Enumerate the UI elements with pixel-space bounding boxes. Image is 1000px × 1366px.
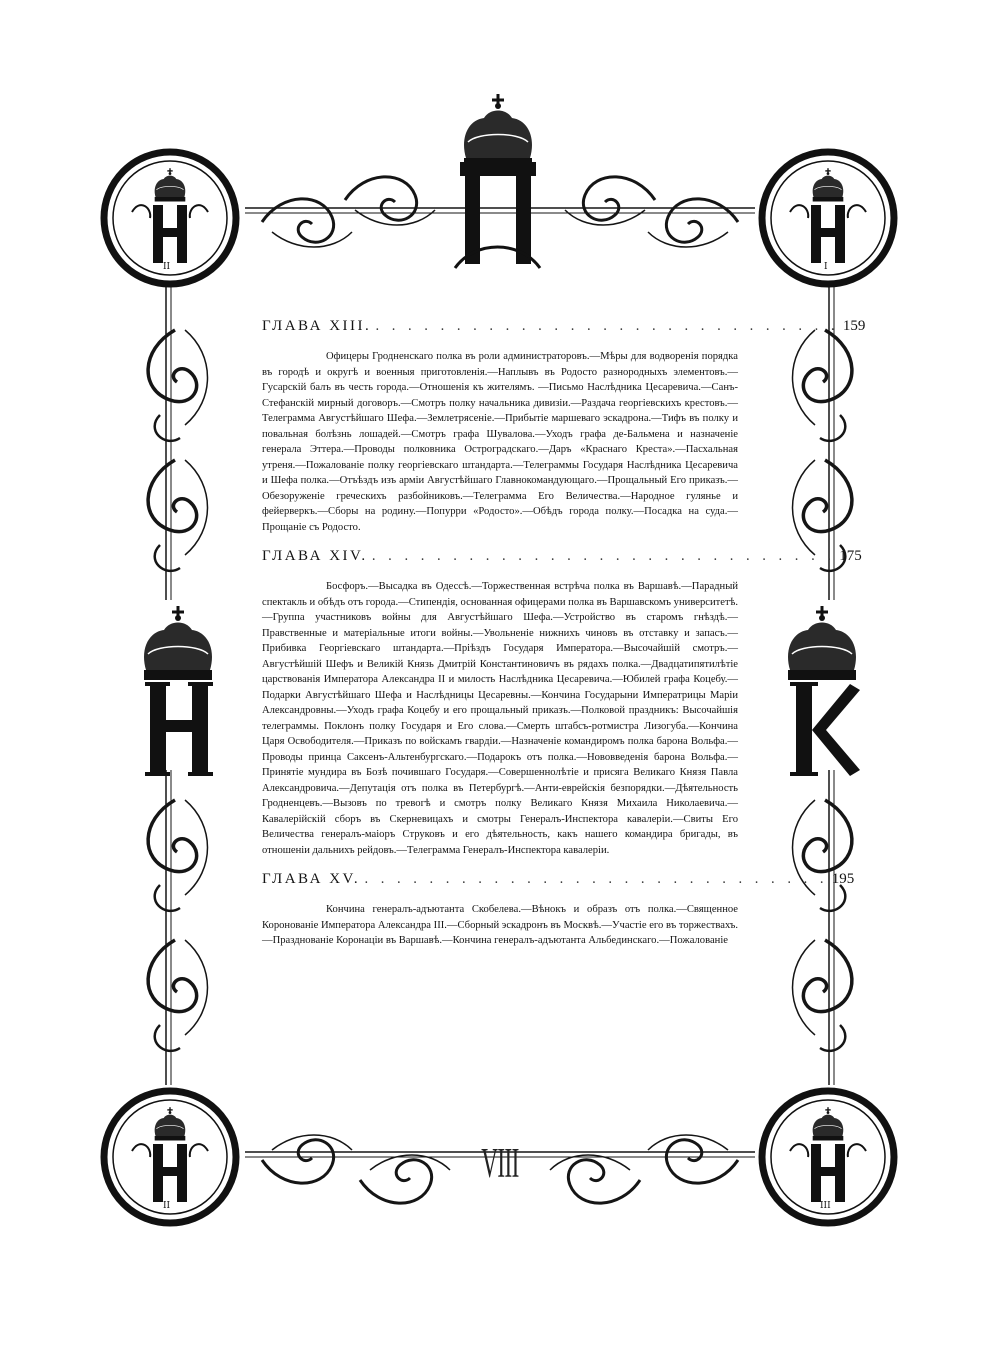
chapter-summary: Босфоръ.—Высадка въ Одессѣ.—Торжественная встрѣча полка въ Варшавѣ.—Парадный спектакль и обѣдъ отъ города.—Стипендія, основанная офицерами полка въ Варшавскомъ университетѣ.—Группа участниковъ войны для Августѣйшаго Шефа.—Устройство въ старомъ гнѣздѣ.—Правственные и матеріальные итоги войны.—Увольненіе нижнихъ чиновъ въ отставку и запасъ.—Прибивка Георгіевскаго штандарта.—Пріѣздъ Государя Императора.—Высочайшій смотръ.—Августѣйшій Шефъ и Великій Князь Дмитрій Константиновичъ въ рядахъ полка.—Двадцатипятилѣтіе царствованія Императора Александра II и милость Наслѣдника Цесаревича.—Юбилей графа Коцебу.—Подарки Августѣйшаго Шефа и Наслѣдницы Цесаревны.—Кончина Государыни Императрицы Маріи Александровны.—Уходъ графа Коцебу и его прощальный приказъ.—Полковой праздникъ: Высочайшія телеграммы. Поклонъ полку Государя и Его слова.—Смерть штабсъ-ротмистра Лизогуба.—Кончина Царя Освободителя.—Приказъ по войскамъ гвардіи.—Назначеніе командиромъ полка барона Вольфа.—Проводы принца Саксенъ-Альтенбургскаго.—Подарокъ отъ полка.—Нововведенія барона Вольфа.—Принятіе мундира въ Бозѣ почившаго Государя.—Совершеннолѣтіе и присяга Великаго Князя Павла Александровича.—Депутація отъ полка въ Петербургѣ.—Анти-еврейскія безпорядки.—Дѣятельность Гродненцевъ.—Вызовъ по тревогѣ и смотръ полку Великаго Князя Михаила Николаевича.—Кавалерійскій сборъ въ Скерневицахъ и смотры Генералъ-Инспектора кавалеріи.—Свиты Его Величества генералъ-маіоръ Струковъ и его дѣятельность, какъ нашего командира бригады, въ отношеніи дальнихъ рейдовъ.—Телеграмма Генералъ-Инспектора кавалеріи. [262, 581, 738, 856]
top-crown-icon [464, 94, 532, 168]
monogram-top-p [455, 162, 540, 268]
dot-leader: . . . . . . . . . . . . . . . . . . . . . . . . . . . . . [364, 872, 828, 887]
chapter-page-number: 159 [842, 318, 866, 334]
medallion-top-right [762, 152, 894, 284]
monogram-right-k [790, 684, 860, 776]
chapter-page-number: 195 [831, 871, 855, 887]
page-number: VIII [481, 1141, 519, 1187]
chapter-title: ГЛАВА XV. [262, 871, 361, 887]
chapter-heading-14 [262, 548, 862, 565]
corner-numeral-tr: I [824, 262, 828, 272]
left-crown-icon [144, 606, 212, 680]
corner-numeral-tl: II [163, 262, 171, 272]
chapter-title: ГЛАВА XIII. [262, 318, 372, 334]
top-scrolls [262, 177, 738, 247]
chapter-summary: Офицеры Гродненскаго полка въ роли администраторовъ.—Мѣры для водворенія порядка въ городѣ и округѣ и военныя приготовленія.—Наплывъ въ Родосто разнородныхъ элементовъ.—Гусарскій балъ въ честь города.—Отношенія къ жителямъ. —Письмо Наслѣдника Цесаревича.—Санъ-Стефанскій мирный договоръ.—Смотръ полку начальника дивизіи.—Раздача георгіевскихъ крестовъ.—Телеграмма Августѣйшаго Шефа.—Землетрясеніе.—Прибытіе маршеваго эскадрона.—Тифъ въ полку и повальная болѣзнь лошадей.—Смотръ графа Шувалова.—Уходъ графа де-Бальмена и назначеніе генерала Эттера.—Проводы полковника Остроградскаго.—Даръ «Краснаго Креста».—Пасхальная утреня.—Пожалованіе полку георгіевскаго штандарта.—Телеграммы Государя Наслѣдника Цесаревича и Шефа полка.—Отъѣздъ изъ арміи Августѣйшаго Главнокомандующаго.—Прощальный Его приказъ.—Обезоруженіе греческихъ разбойниковъ.—Телеграмма Его Величества.—Народное гулянье и фейерверкъ.—Сборы на родину.—Попурри «Родосто».—Обѣдъ города полку.—Посадка на суда.—Прощаніе съ Родосто. [262, 351, 738, 533]
chapter-page-number: 175 [839, 548, 862, 564]
chapter-heading-15 [262, 871, 855, 888]
right-crown-icon [788, 606, 856, 680]
chapter-heading-13 [262, 318, 866, 335]
corner-numeral-bl: II [163, 1201, 171, 1211]
dot-leader: . . . . . . . . . . . . . . . . . . . . . . . . . . . . . [375, 319, 839, 334]
toc-content [262, 318, 866, 962]
dot-leader: . . . . . . . . . . . . . . . . . . . . . . . . . . . . . [371, 549, 836, 564]
chapter-summary: Кончина генералъ-адъютанта Скобелева.—Вѣнокъ и образъ отъ полка.—Священное Коронованіе Императора Александра III.—Сборный эскадронъ въ Москвѣ.—Участіе его въ торжествахъ.—Празднованіе Коронаціи въ Варшавѣ.—Кончина генералъ-адъютанта Альбединскаго.—Пожалованіе [262, 904, 738, 946]
corner-numeral-br: III [820, 1201, 831, 1211]
monogram-left-n [145, 684, 213, 774]
chapter-title: ГЛАВА XIV. [262, 548, 368, 564]
